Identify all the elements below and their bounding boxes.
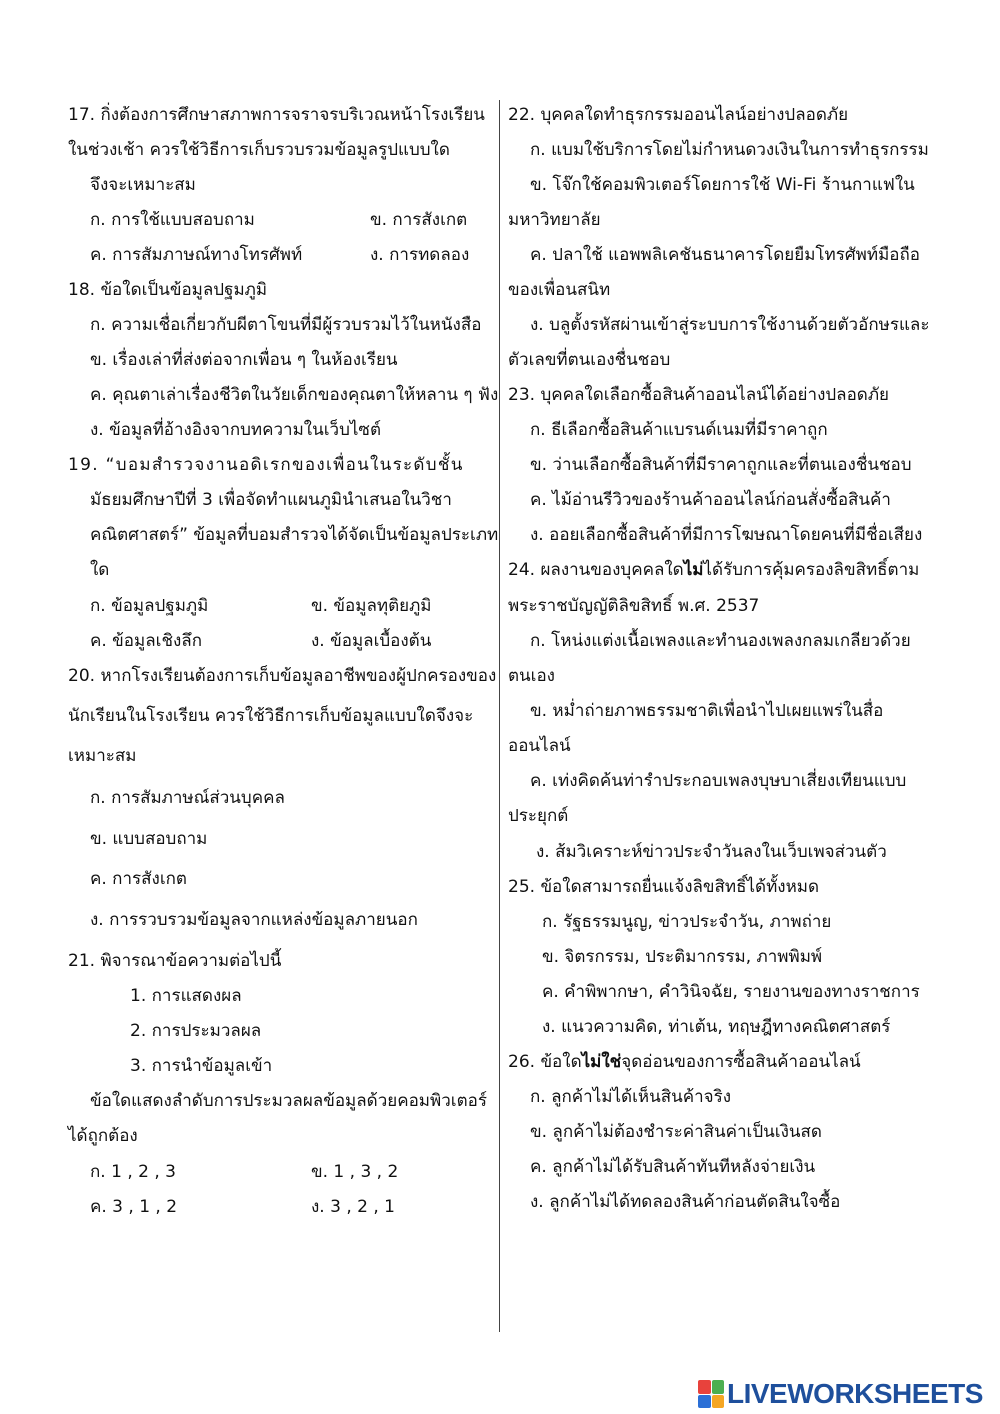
q19-option-c[interactable]: ค. ข้อมูลเชิงลึก	[90, 631, 202, 651]
q26-option-b[interactable]: ข. ลูกค้าไม่ต้องชำระค่าสินค่าเป็นเงินสด	[530, 1122, 822, 1142]
q20-line-1: 20. หากโรงเรียนต้องการเก็บข้อมูลอาชีพของผู้ปกครองของ	[68, 666, 497, 686]
q23-line-1: 23. บุคคลใดเลือกซื้อสินค้าออนไลน์ได้อย่างปลอดภัย	[508, 385, 889, 405]
q17-option-d[interactable]: ง. การทดลอง	[370, 245, 470, 265]
q18-line-1: 18. ข้อใดเป็นข้อมูลปฐมภูมิ	[68, 280, 268, 300]
column-divider	[499, 100, 500, 1332]
left-column	[68, 95, 499, 1335]
q25-line-1: 25. ข้อใดสามารถยื่นแจ้งลิขสิทธิ์ได้ทั้งหมด	[508, 877, 820, 897]
q24-line-1	[508, 559, 919, 581]
q18-option-c[interactable]: ค. คุณตาเล่าเรื่องชีวิตในวัยเด็กของคุณตาให้หลาน ๆ ฟัง	[90, 385, 499, 405]
q20-option-b[interactable]: ข. แบบสอบถาม	[90, 829, 208, 849]
right-column	[508, 95, 928, 1335]
q26-emphasis: ไม่ใช่	[581, 1052, 622, 1072]
logo-badge-square	[698, 1395, 711, 1409]
q17-line-1: 17. กิ่งต้องการศึกษาสภาพการจราจรบริเวณหน้าโรงเรียน	[68, 105, 485, 125]
q24-prefix: 24. ผลงานของบุคคลใด	[508, 560, 684, 580]
q18-option-d[interactable]: ง. ข้อมูลที่อ้างอิงจากบทความในเว็บไซต์	[90, 420, 382, 440]
q22-option-c-line-2[interactable]: ของเพื่อนสนิท	[508, 280, 611, 300]
q24-option-a-line-1[interactable]: ก. โหน่งแต่งเนื้อเพลงและทำนองเพลงกลมเกลียวด้วย	[530, 631, 911, 651]
q24-option-c-line-1[interactable]: ค. เท่งคิดค้นท่ารำประกอบเพลงบุษบาเสี่ยงเทียนแบบ	[530, 771, 907, 791]
q19-line-2: มัธยมศึกษาปีที่ 3 เพื่อจัดทำแผนภูมินำเสนอในวิชา	[90, 490, 452, 510]
q26-option-a[interactable]: ก. ลูกค้าไม่ได้เห็นสินค้าจริง	[530, 1087, 732, 1107]
liveworksheets-logo[interactable]	[698, 1374, 983, 1414]
q24-option-b-line-1[interactable]: ข. หม่ำถ่ายภาพธรรมชาติเพื่อนำไปเผยแพร่ในสื่อ	[530, 701, 884, 721]
q22-option-d-line-1[interactable]: ง. บลูตั้งรหัสผ่านเข้าสู่ระบบการใช้งานด้วยตัวอักษรและ	[530, 315, 930, 335]
q26-line-1	[508, 1051, 861, 1073]
q20-option-a[interactable]: ก. การสัมภาษณ์ส่วนบุคคล	[90, 788, 285, 808]
q24-line-2: พระราชบัญญัติลิขสิทธิ์ พ.ศ. 2537	[508, 596, 760, 616]
q24-suffix: ได้รับการคุ้มครองลิขสิทธิ์ตาม	[703, 560, 920, 580]
q17-option-b[interactable]: ข. การสังเกต	[370, 210, 468, 230]
q25-option-a[interactable]: ก. รัฐธรรมนูญ, ข่าวประจำวัน, ภาพถ่าย	[542, 912, 832, 932]
q21-line-2: ข้อใดแสดงลำดับการประมวลผลข้อมูลด้วยคอมพิวเตอร์	[90, 1091, 487, 1111]
q19-option-b[interactable]: ข. ข้อมูลทุติยภูมิ	[311, 596, 432, 616]
q19-line-4: ใด	[90, 560, 110, 580]
q21-item-3: 3. การนำข้อมูลเข้า	[130, 1056, 273, 1076]
q25-option-d[interactable]: ง. แนวความคิด, ท่าเต้น, ทฤษฎีทางคณิตศาสตร์	[542, 1017, 891, 1037]
q19-line-1: 19. “บอมสำรวจงานอดิเรกของเพื่อนในระดับชั้น	[68, 455, 464, 475]
q22-option-a[interactable]: ก. แบมใช้บริการโดยไม่กำหนดวงเงินในการทำธุรกรรม	[530, 140, 929, 160]
q21-option-d[interactable]: ง. 3 , 2 , 1	[311, 1197, 395, 1217]
q19-line-3: คณิตศาสตร์” ข้อมูลที่บอมสำรวจได้จัดเป็นข้อมูลประเภท	[90, 525, 499, 545]
q20-line-3: เหมาะสม	[68, 746, 137, 766]
q17-line-2: ในช่วงเช้า ควรใช้วิธีการเก็บรวบรวมข้อมูลรูปแบบใด	[68, 140, 450, 160]
q17-line-3: จึงจะเหมาะสม	[90, 175, 196, 195]
q19-option-d[interactable]: ง. ข้อมูลเบื้องต้น	[311, 631, 432, 651]
logo-text: LIVEWORKSHEETS	[727, 1378, 983, 1409]
q17-option-a[interactable]: ก. การใช้แบบสอบถาม	[90, 210, 255, 230]
q21-line-1: 21. พิจารณาข้อความต่อไปนี้	[68, 951, 282, 971]
q20-line-2: นักเรียนในโรงเรียน ควรใช้วิธีการเก็บข้อมูลแบบใดจึงจะ	[68, 706, 474, 726]
q18-option-b[interactable]: ข. เรื่องเล่าที่ส่งต่อจากเพื่อน ๆ ในห้องเรียน	[90, 350, 398, 370]
q22-option-b-line-2[interactable]: มหาวิทยาลัย	[508, 210, 601, 230]
logo-badge-square	[712, 1380, 725, 1394]
q21-item-2: 2. การประมวลผล	[130, 1021, 262, 1041]
q21-option-a[interactable]: ก. 1 , 2 , 3	[90, 1162, 176, 1182]
q20-option-c[interactable]: ค. การสังเกต	[90, 869, 187, 889]
q19-option-a[interactable]: ก. ข้อมูลปฐมภูมิ	[90, 596, 209, 616]
logo-badge-square	[712, 1395, 725, 1409]
q18-option-a[interactable]: ก. ความเชื่อเกี่ยวกับผีตาโขนที่มีผู้รวบรวมไว้ในหนังสือ	[90, 315, 482, 335]
q17-option-c[interactable]: ค. การสัมภาษณ์ทางโทรศัพท์	[90, 245, 303, 265]
q26-option-d[interactable]: ง. ลูกค้าไม่ได้ทดลองสินค้าก่อนตัดสินใจซื้อ	[530, 1192, 841, 1212]
q26-suffix: จุดอ่อนของการซื้อสินค้าออนไลน์	[621, 1052, 861, 1072]
q22-line-1: 22. บุคคลใดทำธุรกรรมออนไลน์อย่างปลอดภัย	[508, 105, 849, 125]
q24-option-b-line-2[interactable]: ออนไลน์	[508, 736, 571, 756]
logo-badge-square	[698, 1380, 711, 1394]
q25-option-b[interactable]: ข. จิตรกรรม, ประติมากรรม, ภาพพิมพ์	[542, 947, 823, 967]
q24-emphasis: ไม่	[683, 560, 704, 580]
q20-option-d[interactable]: ง. การรวบรวมข้อมูลจากแหล่งข้อมูลภายนอก	[90, 910, 418, 930]
q22-option-b-line-1[interactable]: ข. โจ๊กใช้คอมพิวเตอร์โดยการใช้ Wi-Fi ร้านกาแฟใน	[530, 175, 915, 195]
q23-option-a[interactable]: ก. ธีเลือกซื้อสินค้าแบรนด์เนมที่มีราคาถูก	[530, 420, 828, 440]
q25-option-c[interactable]: ค. คำพิพากษา, คำวินิจฉัย, รายงานของทางราชการ	[542, 982, 920, 1002]
q22-option-d-line-2[interactable]: ตัวเลขที่ตนเองชื่นชอบ	[508, 350, 671, 370]
q21-option-c[interactable]: ค. 3 , 1 , 2	[90, 1197, 178, 1217]
q24-option-c-line-2[interactable]: ประยุกต์	[508, 806, 569, 826]
logo-badge-icon	[698, 1380, 724, 1408]
q23-option-d[interactable]: ง. ออยเลือกซื้อสินค้าที่มีการโฆษณาโดยคนที่มีชื่อเสียง	[530, 525, 923, 545]
q24-option-a-line-2[interactable]: ตนเอง	[508, 666, 555, 686]
q24-option-d[interactable]: ง. ส้มวิเคราะห์ข่าวประจำวันลงในเว็บเพจส่วนตัว	[536, 842, 887, 862]
q21-item-1: 1. การแสดงผล	[130, 986, 242, 1006]
q26-option-c[interactable]: ค. ลูกค้าไม่ได้รับสินค้าทันทีหลังจ่ายเงิน	[530, 1157, 816, 1177]
q23-option-b[interactable]: ข. ว่านเลือกซื้อสินค้าที่มีราคาถูกและที่ตนเองชื่นชอบ	[530, 455, 912, 475]
q26-prefix: 26. ข้อใด	[508, 1052, 582, 1072]
q22-option-c-line-1[interactable]: ค. ปลาใช้ แอพพลิเคชันธนาคารโดยยืมโทรศัพท์มือถือ	[530, 245, 920, 265]
q21-option-b[interactable]: ข. 1 , 3 , 2	[311, 1162, 399, 1182]
q23-option-c[interactable]: ค. ไม้อ่านรีวิวของร้านค้าออนไลน์ก่อนสั่งซื้อสินค้า	[530, 490, 891, 510]
q21-line-3: ได้ถูกต้อง	[68, 1126, 138, 1146]
